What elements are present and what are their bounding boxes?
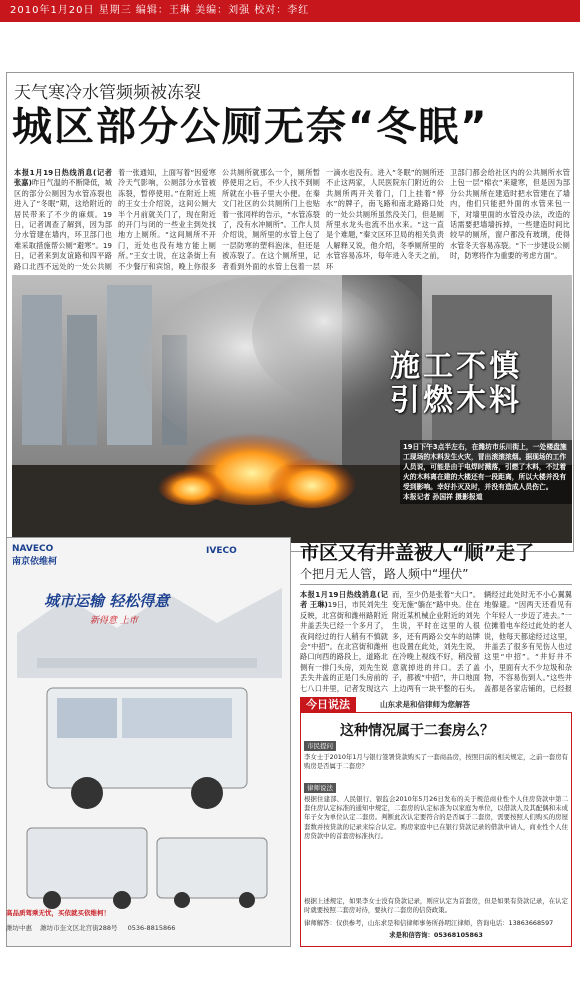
story2-column-3: 辆经过此处时无不小心翼翼地躲避。“因两天还看见有个年轻人一步迈了进去。”一位摊着电车经过此处的老人说，他每天都途经过这里，井盖丢了很多有见伤人也过这里“中招”。“井好井不小，里面有大不少垃圾和杂物，不容易伤到人。”这些井盖都是各家店铺的，已经报 <box>484 590 572 693</box>
ad-dealer: 潍坊中惠 <box>6 924 32 932</box>
story-dateline: 本报1月19日热线消息(记者 张嘉) <box>14 168 112 188</box>
photo-credit: 本报记者 孙国祥 摄影报道 <box>403 493 483 501</box>
story-column-2: 着一张通知，上面写着“因爱寒冷天气影响，公厕部分水管被冻裂，暂停使用。”在附近上班的王女士介绍说，这间公厕大半个月前就关门了，现在附近的开门与闭的一些业主到处找地方上厕所。“这间厕所不开门，近处也没有地方能上厕所。”王女士说，在这条街上有不少餐厅和宾馆，晚上你很多 <box>118 168 216 271</box>
section-tagline: 山东求是和信律师为您解答 <box>380 700 470 709</box>
lawyer-contact: 律师解答：仅供参考，山东求是和信律师事务所孙明江律师，咨询电话：13863668597 <box>304 919 554 927</box>
story-column-4: 一滴水也没有。进入“冬眠”的厕所还不止这两家，人民医院东门附近的公共厕所两开关着门，门上挂着“停水”的牌子，南飞路和南北路路口处的一处公共厕所虽然没关门，但是厕所里水龙头也流不出水来。“这一直是个难题，”秦文区环卫局的相关负责人解释又说，他介绍，冬季厕所里的水管容易冻坏，每年进入冬天之前，环 <box>326 168 444 271</box>
naveco-logo-text: NAVECO <box>12 544 54 554</box>
ad-footer <box>6 908 291 946</box>
story2-column-1 <box>300 590 388 694</box>
tag-lawyer-answer: 律师说法 <box>304 783 336 793</box>
story-column-text: 昨日气温的不断降低，城区的部分公厕因为水管冻裂也进入了“冬眠”期，这给附近的居民带来了不少的麻烦。19日，记者调查了解到，因为部分水管建在墙内，环卫部门也难采取措施帮公厕“避寒”。19日，记者来到友谊路和四平路路口北西不远处的一处公共厕 <box>14 178 112 271</box>
hotline: 求是和信咨询：05368105863 <box>389 931 483 939</box>
photo-title: 施工不慎 引燃木料 <box>390 349 522 418</box>
page-masthead: 2010年1月20日 星期三 编辑：王琳 美编：刘强 校对：李红 <box>0 0 580 22</box>
story-column-5: 卫部门都会给社区内的公共厕所水管上包一层“棉衣”来避寒，但是因为部分公共厕所在建造时把水管建在了墙内，他们只能把外面的水管来包一下，对墙里面的水管没办法，改造的话需要把墙墙拆掉，一些建造时间比较早的厕所，窗户都没有玻璃，使得水管冬天容易冻裂。“下一步建设公厕时，防寒将作为重要的考虑方面”。 <box>450 168 570 261</box>
story-column-1 <box>14 168 112 272</box>
citizen-question-text: 李女士于2010年1月与银行签署贷款购买了一套商品房，按照目前的相关规定，之前一套房有购房是否属于二套房？ <box>304 753 568 771</box>
naveco-logo <box>12 544 57 567</box>
story-kicker: 天气寒冷水管频频被冻裂 <box>14 83 201 103</box>
lawyer-answer-text: 根据住建部、人民银行、银监会2010年5月26日发布的关于规范商业性个人住房贷款中第二套住房认定标准的通知中规定，二套房的认定标准为以家庭为单位，以借款人及其配偶和未成年子女为单位认定二套房。判断此次认定要符合的是否属于二套房，需要按照人们购买的房屋套数并按贷款的记录来综合认定。购房家庭中已在银行贷款记录的借款申请人，商业性个人住房贷款中的首套房标准执行。 <box>304 795 568 840</box>
story-headline: 城区部分公厕无奈“冬眠” <box>12 104 489 150</box>
tag-citizen-question: 市民提问 <box>304 741 336 751</box>
story2-headline: 市区又有井盖被人“顺”走了 <box>300 542 534 564</box>
story2-column-text: 19日，市民刘先生反映，北宫街和潍州路附近井盖丢失已经一个多月了，夜间经过的行人稍有不慎就会“中招”。在北宫街和潍州路口向西的路段上，道路北侧有一排门头房，刘先生说丢失井盖的正是门头房前的七八口井里，记者发现这六 <box>300 600 388 693</box>
ad-address: 潍坊市奎文区北宫街288号 <box>40 924 118 932</box>
story2-column-2: 而，至少仍是张着“大口”。变无施“躺在”路中央。住在附近某机械企业附近的刘先生说，平时在这里的人很多，还有两路公交车的站牌也设置在此处，刘先生说，在冷晚上视线不好，稍没留意就掉进的井口。丢了盖子，都被“中招”，井口地面上边两有一块平整的石头。 <box>392 590 480 693</box>
divider <box>300 584 572 585</box>
section-label-law: 今日说法 <box>300 697 356 713</box>
story2-dateline: 本报1月19日热线消息(记者 王琳) <box>300 590 388 610</box>
iveco-logo: IVECO <box>206 546 237 556</box>
naveco-logo-cn: 南京依维柯 <box>12 557 58 567</box>
ad-footer-tagline: 高品质驾乘无忧，买依就买依维柯！ <box>6 909 110 917</box>
law-question-headline: 这种情况属于二套房么？ <box>340 723 494 739</box>
photo-caption <box>400 440 572 504</box>
story2-subhead: 个把月无人管，路人频中“埋伏” <box>300 567 469 581</box>
photo-caption-text: 19日下午3点半左右，在潍坊市乐川街上，一处楼盘施工现场的木料发生火灾，冒出滚滚浓烟。据现场的工作人员说，可能是由于电焊时溅落，引燃了木料，不过着火的木料离在建的大楼还有一段距离，所以大楼并没有受到影响。幸好扑灭及时，并没有造成人员伤亡。 <box>403 443 567 491</box>
story-column-3: 公共厕所就那么一个，厕所暂停使用之后，不少人找不到厕所就在小巷子里大小便。在秦文门社区的公共厕所门上也贴着一张同样的告示，“水管冻裂了，没有水冲厕所”。工作人员介绍说，厕所里的水管上包了一层防寒的塑料泡沫，但还是被冻裂了。在这个厕所里，记者看到外面的水管上包着一层 <box>222 168 320 271</box>
ad-slogan: 城市运输 轻松得意 <box>44 592 170 610</box>
lawyer-answer-conclusion: 根据上述规定，如果李女士没有贷款记录，则应认定为首套房，但是如果有贷款记录，在认定时就要按照二套房对待，要执行二套房的信贷政策。 <box>304 897 568 915</box>
ad-phone: 0536-8815866 <box>127 924 176 932</box>
ad-subslogan: 新得意 上市 <box>90 616 138 626</box>
